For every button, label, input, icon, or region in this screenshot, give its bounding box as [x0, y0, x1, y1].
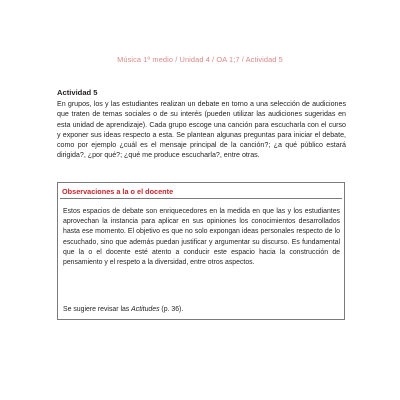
activity-description: En grupos, los y las estudiantes realizan un debate en torno a una selección de audiciones que traten de temas sociales o de su interés (pueden utilizar las audiciones sugeridas en esta unidad de aprendizaje). Cada grupo escoge una canción para escucharla con el curso y exponer sus ideas respecto a esta. Se plantean algunas preguntas para iniciar el debate, como por ejemplo ¿cuál es el mensaje principal de la canción?; ¿a qué público estará dirigida?, ¿por qué?; ¿qué me produce escucharla?, entre otras. [57, 100, 346, 160]
activity-title: Actividad 5 [57, 88, 98, 97]
observations-suggestion [63, 305, 340, 315]
teacher-observations-box [57, 182, 345, 320]
observations-title: Observaciones a la o el docente [62, 187, 174, 196]
observations-divider [60, 198, 342, 199]
breadcrumb: Música 1º medio / Unidad 4 / OA 1;7 / Actividad 5 [117, 55, 283, 64]
suggestion-prefix: Se sugiere revisar las [63, 306, 132, 313]
observations-paragraph: Estos espacios de debate son enriquecedores en la medida en que las y los estudiantes aprovechan la instancia para aplicar en sus opiniones los conocimientos desarrollados hasta ese momento. El objetivo es que no solo expongan ideas personales respecto de lo escuchado, sino que además puedan justificar y argumentar su discurso. Es fundamental que la o el docente esté atento a conducir este espacio hacia la construcción de pensamiento y el respeto a la diversidad, entre otros aspectos. [63, 208, 340, 267]
suggestion-suffix: (p. 36). [159, 306, 184, 313]
suggestion-reference: Actitudes [131, 306, 160, 313]
